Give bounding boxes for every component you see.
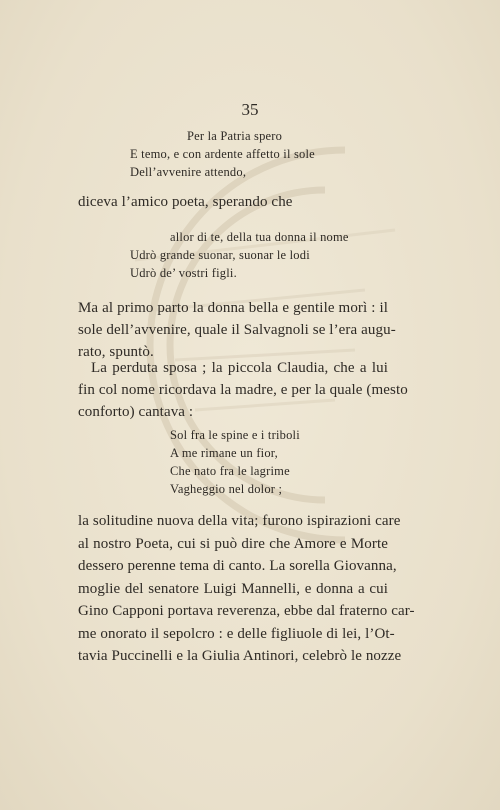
verse-line: Che nato fra le lagrime [170,464,290,478]
paragraph-line: moglie del senatore Luigi Mannelli, e donna a cui [78,580,388,597]
paragraph-3 [78,357,408,423]
paragraph-line: dessero perenne tema di canto. La sorella Giovanna, [78,558,397,574]
verse-line: A me rimane un fior, [170,446,278,460]
paragraph-line: me onorato il sepolcro : e delle figliuole di lei, l’Ot- [78,625,395,642]
verse-line: allor di te, della tua donna il nome [170,230,349,244]
page-number: 35 [241,100,259,119]
paragraph-line: rato, spuntò. [78,344,154,360]
verse-block-1 [130,127,350,181]
verse-line: E temo, e con ardente affetto il sole [130,147,315,161]
paragraph-line: conforto) cantava : [78,404,194,420]
paragraph-line: tavia Puccinelli e la Giulia Antinori, celebrò le nozze [78,648,402,664]
verse-line: Dell’avvenire attendo, [130,165,247,179]
verse-block-2 [130,228,370,282]
paragraph-2 [78,297,396,363]
paragraph-line: Gino Capponi portava reverenza, ebbe dal fraterno car- [78,603,415,619]
paragraph-line: diceva l’amico poeta, sperando che [78,194,293,210]
paragraph-line: fin col nome ricordava la madre, e per la quale (mesto [78,382,408,398]
paragraph-line: la solitudine nuova della vita; furono ispirazioni care [78,513,401,529]
verse-block-3 [170,426,370,498]
verse-line: Udrò de’ vostri figli. [130,266,237,280]
verse-line: Per la Patria spero [187,129,283,143]
paragraph-line: Ma al primo parto la donna bella e gentile morì : il [78,300,388,316]
paragraph-line: La perduta sposa ; la piccola Claudia, che a lui [91,360,388,376]
paragraph-4 [78,510,415,668]
verse-line: Udrò grande suonar, suonar le lodi [130,248,310,262]
paragraph-line: al nostro Poeta, cui si può dire che Amore e Morte [78,535,388,552]
verse-line: Sol fra le spine e i triboli [170,428,300,442]
paragraph-line: sole dell’avvenire, quale il Salvagnoli se l’era augu- [78,322,396,338]
verse-line: Vagheggio nel dolor ; [170,482,283,496]
